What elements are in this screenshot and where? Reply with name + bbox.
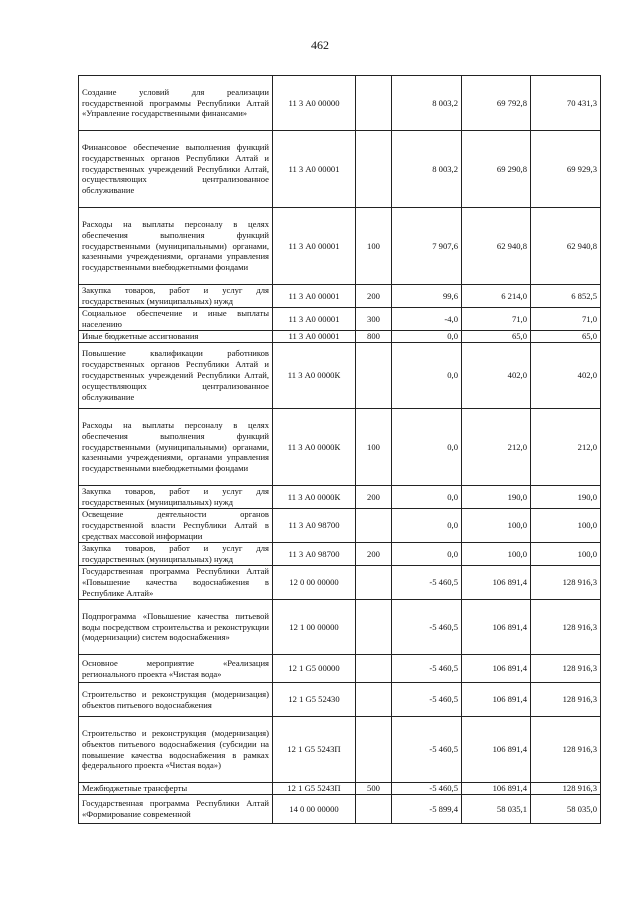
row-value-1-cell: -5 460,5 [392,683,462,717]
row-value-3-cell: 128 916,3 [531,600,601,655]
row-expense-type-cell: 800 [356,331,392,343]
row-name-cell: Строительство и реконструкция (модернизация) объектов питьевого водоснабжения [79,683,273,717]
table-row [79,409,601,486]
row-value-1-cell: -5 460,5 [392,717,462,783]
row-value-3-cell: 212,0 [531,409,601,486]
row-value-3-cell: 58 035,0 [531,795,601,824]
table-row [79,795,601,824]
row-name-cell: Финансовое обеспечение выполнения функций государственных органов Республики Алтай и государственных учреждений Республики Алтай, осуществляющих централизованное обслуживание [79,131,273,208]
row-expense-type-cell [356,76,392,131]
table-row [79,509,601,543]
row-expense-type-cell: 500 [356,783,392,795]
row-value-2-cell: 100,0 [462,543,531,566]
row-expense-type-cell [356,655,392,683]
row-value-2-cell: 100,0 [462,509,531,543]
page-number: 462 [311,38,329,52]
row-value-1-cell: 7 907,6 [392,208,462,285]
row-value-2-cell: 69 290,8 [462,131,531,208]
row-value-3-cell: 69 929,3 [531,131,601,208]
table-row [79,343,601,409]
row-code-cell: 12 1 G5 5243П [273,783,356,795]
row-value-1-cell: -5 460,5 [392,566,462,600]
row-expense-type-cell [356,717,392,783]
row-value-1-cell: 0,0 [392,486,462,509]
row-value-3-cell: 70 431,3 [531,76,601,131]
row-value-1-cell: -4,0 [392,308,462,331]
row-expense-type-cell: 300 [356,308,392,331]
row-value-3-cell: 128 916,3 [531,717,601,783]
row-expense-type-cell: 200 [356,543,392,566]
row-value-3-cell: 128 916,3 [531,683,601,717]
table-row [79,600,601,655]
table-row [79,783,601,795]
row-value-2-cell: 65,0 [462,331,531,343]
table-row [79,566,601,600]
table-row [79,486,601,509]
row-value-3-cell: 65,0 [531,331,601,343]
row-value-3-cell: 128 916,3 [531,655,601,683]
row-value-2-cell: 71,0 [462,308,531,331]
row-expense-type-cell [356,683,392,717]
row-name-cell: Межбюджетные трансферты [79,783,273,795]
row-value-3-cell: 100,0 [531,509,601,543]
row-code-cell: 12 0 00 00000 [273,566,356,600]
row-expense-type-cell [356,343,392,409]
row-expense-type-cell [356,600,392,655]
row-value-3-cell: 6 852,5 [531,285,601,308]
row-expense-type-cell [356,131,392,208]
row-value-1-cell: -5 460,5 [392,655,462,683]
row-value-2-cell: 69 792,8 [462,76,531,131]
row-value-2-cell: 106 891,4 [462,717,531,783]
row-name-cell: Социальное обеспечение и иные выплаты населению [79,308,273,331]
table-row [79,655,601,683]
row-value-2-cell: 402,0 [462,343,531,409]
row-value-3-cell: 71,0 [531,308,601,331]
table-row [79,543,601,566]
table-row [79,717,601,783]
row-expense-type-cell [356,509,392,543]
row-value-3-cell: 128 916,3 [531,783,601,795]
row-value-2-cell: 106 891,4 [462,683,531,717]
row-name-cell: Иные бюджетные ассигнования [79,331,273,343]
row-value-1-cell: -5 460,5 [392,600,462,655]
row-code-cell: 12 1 G5 5243П [273,717,356,783]
row-value-2-cell: 62 940,8 [462,208,531,285]
table-row [79,285,601,308]
row-name-cell: Закупка товаров, работ и услуг для государственных (муниципальных) нужд [79,285,273,308]
row-value-3-cell: 402,0 [531,343,601,409]
row-value-2-cell: 106 891,4 [462,783,531,795]
row-name-cell: Расходы на выплаты персоналу в целях обеспечения выполнения функций государственными (муниципальными) органами, казенными учреждениями, органами управления государственными внебюджетными фондами [79,409,273,486]
row-value-1-cell: 8 003,2 [392,76,462,131]
row-value-1-cell: 0,0 [392,331,462,343]
row-value-3-cell: 190,0 [531,486,601,509]
row-name-cell: Освещение деятельности органов государственной власти Республики Алтай в средствах массовой информации [79,509,273,543]
row-expense-type-cell [356,795,392,824]
row-expense-type-cell [356,566,392,600]
budget-table [78,75,601,824]
row-value-1-cell: 0,0 [392,509,462,543]
row-value-2-cell: 106 891,4 [462,600,531,655]
row-code-cell: 11 3 А0 00001 [273,208,356,285]
table-row [79,208,601,285]
row-code-cell: 11 3 А0 00001 [273,131,356,208]
table-row [79,308,601,331]
row-code-cell: 11 3 А0 0000К [273,409,356,486]
table-row [79,331,601,343]
row-name-cell: Создание условий для реализации государственной программы Республики Алтай «Управление государственными финансами» [79,76,273,131]
row-value-2-cell: 212,0 [462,409,531,486]
row-expense-type-cell: 100 [356,409,392,486]
row-code-cell: 12 1 G5 52430 [273,683,356,717]
row-value-3-cell: 62 940,8 [531,208,601,285]
row-expense-type-cell: 200 [356,285,392,308]
row-name-cell: Подпрограмма «Повышение качества питьевой воды посредством строительства и реконструкции (модернизации) систем водоснабжения» [79,600,273,655]
row-value-1-cell: 0,0 [392,409,462,486]
table-row [79,131,601,208]
row-value-2-cell: 190,0 [462,486,531,509]
row-value-3-cell: 100,0 [531,543,601,566]
row-code-cell: 11 3 А0 00001 [273,308,356,331]
row-value-1-cell: 0,0 [392,543,462,566]
table-row [79,76,601,131]
table-row [79,683,601,717]
row-value-2-cell: 6 214,0 [462,285,531,308]
row-code-cell: 11 3 А0 98700 [273,509,356,543]
row-value-1-cell: 8 003,2 [392,131,462,208]
row-name-cell: Строительство и реконструкция (модернизация) объектов питьевого водоснабжения (субсидии на повышение качества водоснабжения в рамках федерального проекта «Чистая вода») [79,717,273,783]
row-value-2-cell: 106 891,4 [462,655,531,683]
row-code-cell: 12 1 00 00000 [273,600,356,655]
row-code-cell: 12 1 G5 00000 [273,655,356,683]
row-code-cell: 11 3 А0 00000 [273,76,356,131]
row-value-2-cell: 106 891,4 [462,566,531,600]
row-code-cell: 11 3 А0 00001 [273,285,356,308]
row-value-1-cell: 0,0 [392,343,462,409]
row-value-3-cell: 128 916,3 [531,566,601,600]
row-name-cell: Расходы на выплаты персоналу в целях обеспечения выполнения функций государственными (муниципальными) органами, казенными учреждениями, органами управления государственными внебюджетными фондами [79,208,273,285]
row-name-cell: Закупка товаров, работ и услуг для государственных (муниципальных) нужд [79,486,273,509]
row-code-cell: 11 3 А0 00001 [273,331,356,343]
row-expense-type-cell: 100 [356,208,392,285]
row-code-cell: 11 3 А0 0000К [273,343,356,409]
row-value-2-cell: 58 035,1 [462,795,531,824]
row-value-1-cell: -5 899,4 [392,795,462,824]
row-code-cell: 11 3 А0 98700 [273,543,356,566]
row-name-cell: Государственная программа Республики Алтай «Повышение качества водоснабжения в Республике Алтай» [79,566,273,600]
row-name-cell: Основное мероприятие «Реализация регионального проекта «Чистая вода» [79,655,273,683]
row-name-cell: Закупка товаров, работ и услуг для государственных (муниципальных) нужд [79,543,273,566]
row-value-1-cell: 99,6 [392,285,462,308]
row-expense-type-cell: 200 [356,486,392,509]
row-name-cell: Повышение квалификации работников государственных органов Республики Алтай и государственных учреждений Республики Алтай, осуществляющих централизованное обслуживание [79,343,273,409]
row-name-cell: Государственная программа Республики Алтай «Формирование современной [79,795,273,824]
row-code-cell: 14 0 00 00000 [273,795,356,824]
row-code-cell: 11 3 А0 0000К [273,486,356,509]
row-value-1-cell: -5 460,5 [392,783,462,795]
